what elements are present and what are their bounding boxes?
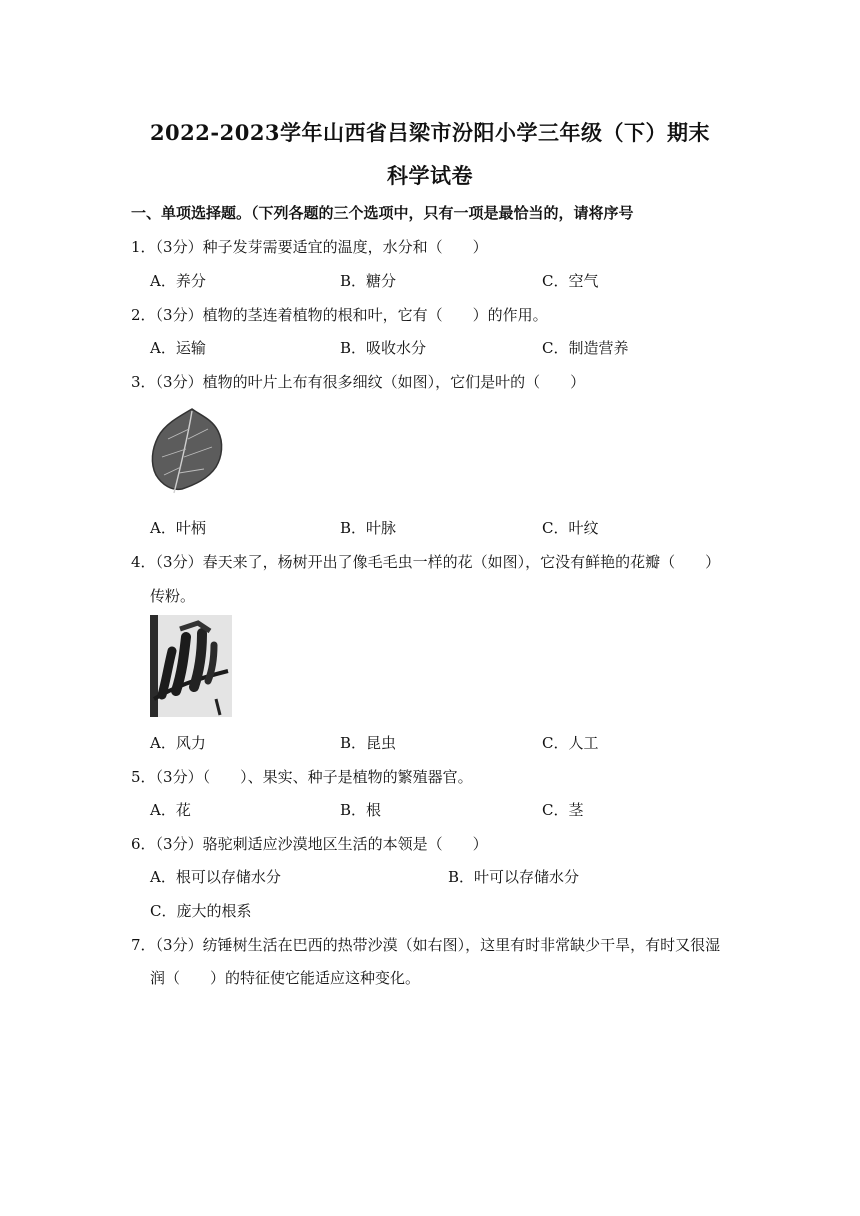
question-2-option-b: B．吸收水分 [340,339,427,357]
leaf-figure [148,405,228,497]
question-6-option-c: C．庞大的根系 [150,902,252,920]
question-7-stem: 7．（3分）纺锤树生活在巴西的热带沙漠（如右图），这里有时非常缺少干旱，有时又很湿 [131,936,721,954]
section-heading: 一、单项选择题。（下列各题的三个选项中，只有一项是最恰当的，请将序号 [131,204,634,222]
question-5-stem: 5．（3分）（ ）、果实、种子是植物的繁殖器官。 [131,768,473,786]
question-2-option-c: C．制造营养 [542,339,629,357]
question-4-option-b: B．昆虫 [340,734,397,752]
page-title-line2: 科学试卷 [387,163,473,188]
question-6-option-b: B．叶可以存储水分 [448,868,580,886]
question-4-option-c: C．人工 [542,734,599,752]
page-title-line1: 2022-2023学年山西省吕梁市汾阳小学三年级（下）期末 [149,120,711,145]
question-4-option-a: A．风力 [150,734,206,752]
question-1-option-c: C．空气 [542,272,599,290]
question-5-option-a: A．花 [150,801,191,819]
question-1-stem: 1．（3分）种子发芽需要适宜的温度，水分和（ ） [131,238,488,256]
question-5-option-b: B．根 [340,801,382,819]
poplar-catkin-figure [150,615,232,717]
question-2-stem: 2．（3分）植物的茎连着植物的根和叶，它有（ ）的作用。 [131,306,548,324]
question-4-stem-continued: 传粉。 [150,587,196,605]
question-5-option-c: C．茎 [542,801,584,819]
question-6-stem: 6．（3分）骆驼刺适应沙漠地区生活的本领是（ ） [131,835,488,853]
question-2-option-a: A．运输 [150,339,206,357]
question-3-option-c: C．叶纹 [542,519,599,537]
question-3-option-a: A．叶柄 [150,519,206,537]
question-7-stem-continued: 润（ ）的特征使它能适应这种变化。 [150,969,421,987]
question-6-option-a: A．根可以存储水分 [150,868,281,886]
question-4-stem: 4．（3分）春天来了，杨树开出了像毛毛虫一样的花（如图），它没有鲜艳的花瓣（ ） [131,553,721,571]
question-3-option-b: B．叶脉 [340,519,397,537]
question-1-option-b: B．糖分 [340,272,397,290]
question-1-option-a: A．养分 [150,272,206,290]
question-3-stem: 3．（3分）植物的叶片上布有很多细纹（如图），它们是叶的（ ） [131,373,586,391]
